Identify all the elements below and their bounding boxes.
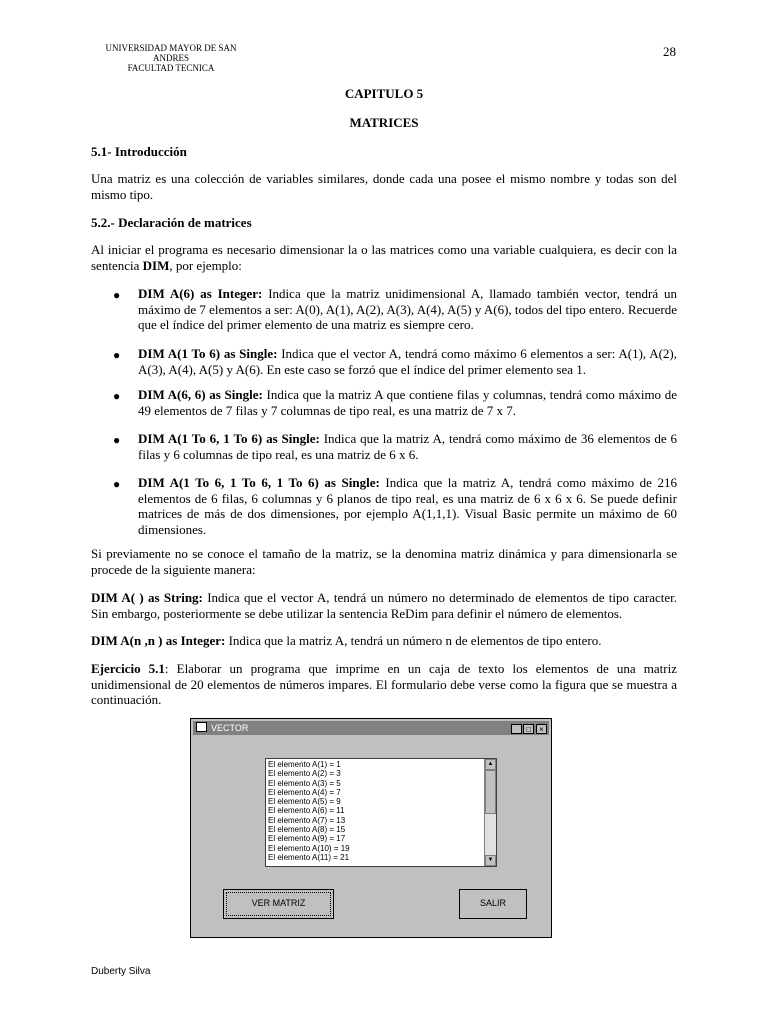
bullet-icon: ● xyxy=(113,389,121,403)
exercise-label: Ejercicio 5.1 xyxy=(91,661,165,676)
list-item[interactable]: El elemento A(2) = 3 xyxy=(268,769,341,779)
list-item[interactable]: El elemento A(7) = 13 xyxy=(268,815,346,825)
string-code: DIM A( ) as String: xyxy=(91,590,203,605)
bullet-icon: ● xyxy=(113,288,121,302)
salir-label: SALIR xyxy=(479,898,506,908)
bullet-item xyxy=(138,286,677,333)
window-title: VECTOR xyxy=(211,723,249,733)
section-heading-intro: 5.1- Introducción xyxy=(91,144,187,159)
integer-text: Indica que la matriz A, tendrá un número n de elementos de tipo entero. xyxy=(225,633,602,648)
list-item[interactable]: El elemento A(3) = 5 xyxy=(268,778,341,788)
listbox-scrollbar[interactable] xyxy=(484,759,496,866)
bullet-text: Indica que la matriz unidimensional A, llamado también vector, tendrá un máximo de 7 elementos a ser: A(0), A(1), A(2), A(3), A(4), A(5) y A(6), todos del tipo entero. Recuerde que el índice del primer elemento de una matriz es siempre cero. xyxy=(138,286,678,332)
dim-keyword: DIM xyxy=(142,257,170,273)
bullet-item xyxy=(138,431,677,462)
bullet-icon: ● xyxy=(113,348,121,362)
ver-matriz-button[interactable] xyxy=(223,889,334,919)
bullet-text: Indica que el vector A, tendrá como máximo 6 elementos a ser: A(1), A(2), A(3), A(4), A(5) y A(6). En este caso se forzó que el índice del primer elemento sea 1. xyxy=(138,346,677,377)
chapter-title: MATRICES xyxy=(349,115,419,130)
close-icon[interactable]: × xyxy=(536,724,547,734)
list-item[interactable]: El elemento A(6) = 11 xyxy=(268,806,345,816)
exercise-paragraph xyxy=(91,661,677,708)
window-app-icon xyxy=(196,722,207,732)
bullet-code: DIM A(1 To 6) as Single: xyxy=(138,346,278,361)
intro-paragraph: Una matriz es una colección de variables similares, donde cada una posee el mismo nombre y todas son del mismo tipo. xyxy=(91,171,677,202)
scroll-up-icon[interactable]: ▲ xyxy=(485,759,496,770)
integer-code: DIM A(n ,n ) as Integer: xyxy=(91,633,226,648)
elements-listbox[interactable] xyxy=(265,758,497,867)
bullet-text: Indica que la matriz A, tendrá como máximo de 216 elementos de 6 filas, 6 columnas y 6 planos de tipo real, es una matriz de 6 x 6 x 6. Se puede definir matrices de más de dos dimensiones, por ejemplo A(1,1,1). Visual Basic permite un máximo de 60 dimensiones. xyxy=(138,475,677,537)
chapter-label: CAPITULO 5 xyxy=(344,86,424,101)
string-text: Indica que el vector A, tendrá un número no determinado de elementos de tipo caracter. Sin embargo, posteriormente se debe utilizar la sentencia ReDim para definir el número de elementos. xyxy=(91,590,677,621)
bullet-item xyxy=(138,387,677,418)
page-number: 28 xyxy=(663,44,676,59)
bullet-item xyxy=(138,346,677,377)
list-item[interactable]: El elemento A(11) = 21 xyxy=(268,852,350,862)
bullet-text: Indica que la matriz A, tendrá como máximo de 36 elementos de 6 filas y 6 columnas de tipo real, es una matriz de 6 x 6. xyxy=(138,431,677,462)
ver-matriz-label: VER MATRIZ xyxy=(251,898,306,908)
section-heading-declaration: 5.2.- Declaración de matrices xyxy=(91,215,252,230)
footer-author: Duberty Silva xyxy=(91,966,151,977)
bullet-text: Indica que la matriz A que contiene filas y columnas, tendrá como máximo de 49 elementos de 7 filas y 7 columnas de tipo real, es una matriz de 7 x 7. xyxy=(138,387,677,418)
dynamic-paragraph: Si previamente no se conoce el tamaño de la matriz, se la denomina matriz dinámica y para dimensionarla se procede de la siguiente manera: xyxy=(91,546,677,577)
bullet-code: DIM A(1 To 6, 1 To 6, 1 To 6) as Single: xyxy=(138,475,380,490)
declaration-text-post: , por ejemplo: xyxy=(169,257,242,273)
list-item[interactable]: El elemento A(5) = 9 xyxy=(268,797,341,807)
string-paragraph xyxy=(91,590,677,621)
vector-window xyxy=(190,718,552,938)
minimize-icon[interactable]: _ xyxy=(511,724,522,734)
list-item[interactable]: El elemento A(8) = 15 xyxy=(268,825,346,835)
bullet-code: DIM A(6) as Integer: xyxy=(138,286,263,301)
exercise-text: : Elaborar un programa que imprime en un caja de texto los elementos de una matriz unidimensional de 20 elementos de números impares. El formulario debe verse como la figura que se muestra a continuación. xyxy=(91,661,677,707)
list-item[interactable]: El elemento A(10) = 19 xyxy=(268,843,350,853)
bullet-code: DIM A(1 To 6, 1 To 6) as Single: xyxy=(138,431,320,446)
listbox-items xyxy=(268,760,350,862)
integer-paragraph xyxy=(91,633,677,649)
scroll-thumb[interactable] xyxy=(485,770,496,814)
declaration-text-pre: Al iniciar el programa es necesario dimensionar la o las matrices como una variable cualquiera, es decir con la sentencia xyxy=(91,242,677,273)
window-controls xyxy=(510,722,547,736)
salir-button[interactable] xyxy=(459,889,527,919)
header-faculty: FACULTAD TECNICA xyxy=(127,63,215,73)
declaration-paragraph xyxy=(91,242,677,273)
list-item[interactable]: El elemento A(4) = 7 xyxy=(268,787,341,797)
bullet-icon: ● xyxy=(113,433,121,447)
bullet-item xyxy=(138,475,677,537)
scroll-down-icon[interactable]: ▼ xyxy=(485,855,496,866)
bullet-icon: ● xyxy=(113,477,121,491)
header-university: UNIVERSIDAD MAYOR DE SAN ANDRES xyxy=(105,43,237,63)
maximize-icon[interactable]: □ xyxy=(523,724,534,734)
list-item[interactable]: El elemento A(1) = 1 xyxy=(268,760,341,769)
window-titlebar xyxy=(193,721,549,735)
list-item[interactable]: El elemento A(9) = 17 xyxy=(268,834,346,844)
bullet-code: DIM A(6, 6) as Single: xyxy=(138,387,263,402)
page-header xyxy=(91,43,251,73)
